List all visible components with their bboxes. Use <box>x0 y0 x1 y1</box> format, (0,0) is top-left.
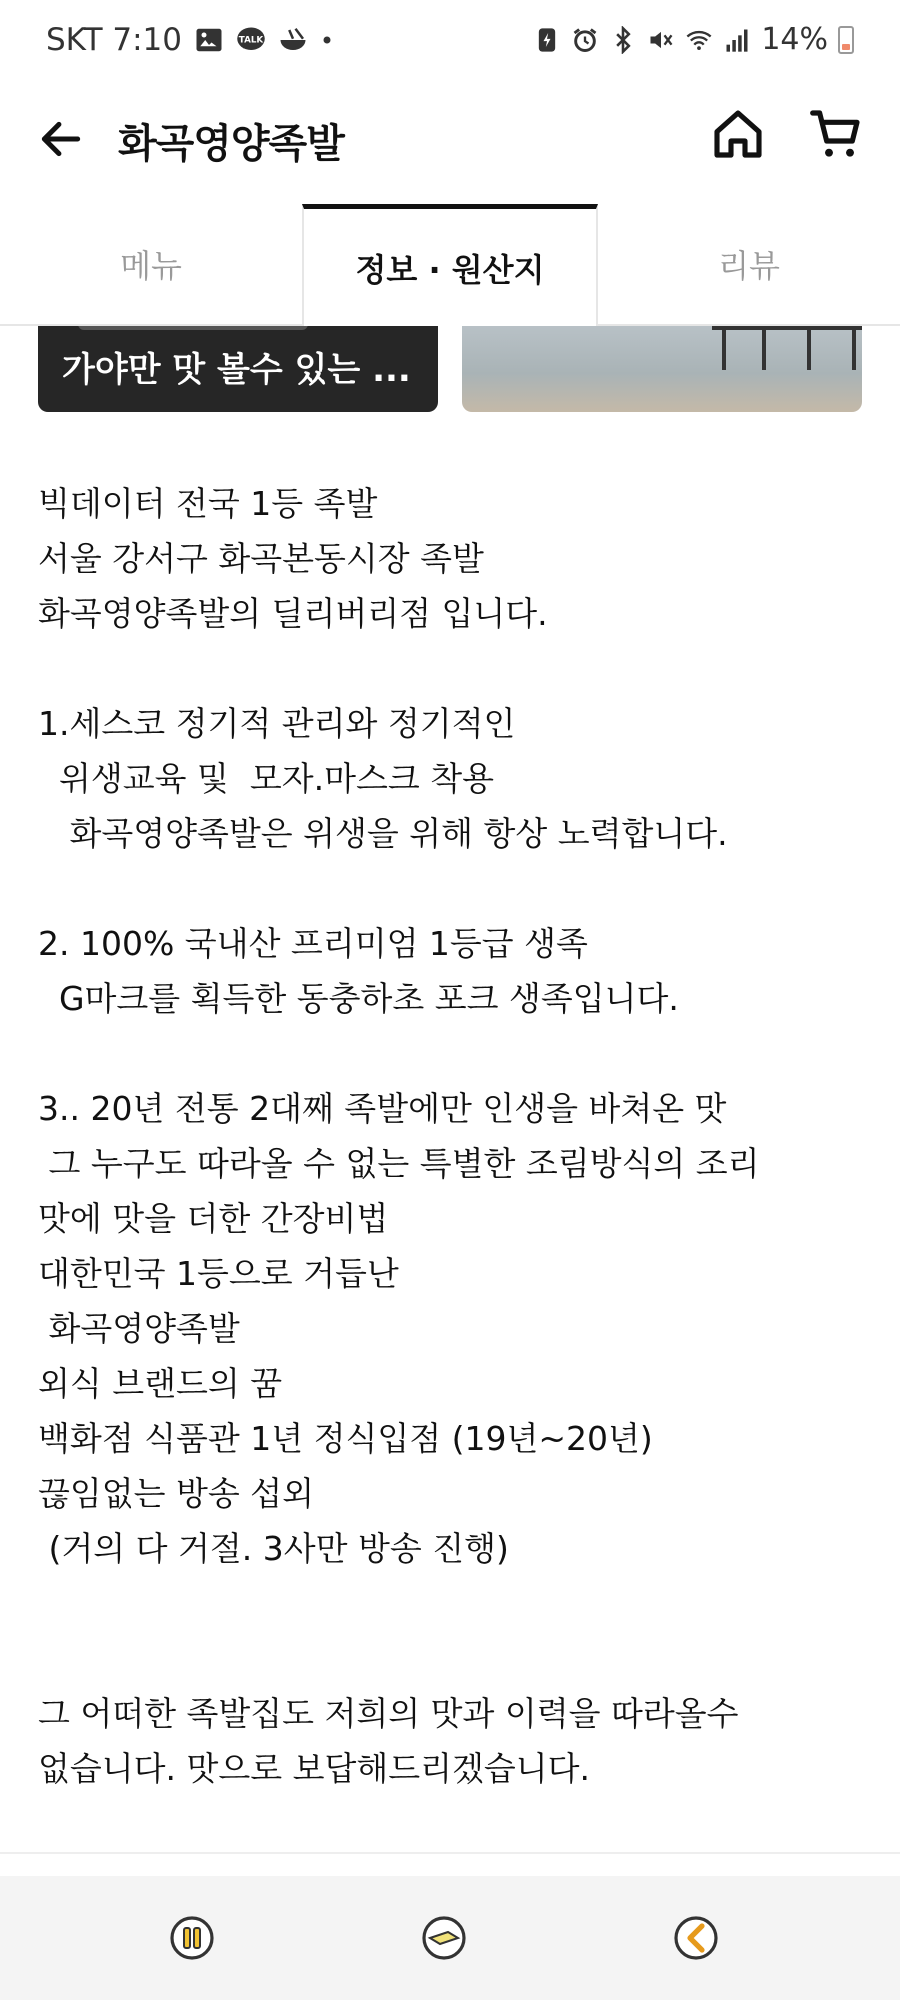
tab-reviews[interactable]: 리뷰 <box>718 247 780 285</box>
battery-icon <box>838 26 854 54</box>
alarm-icon <box>571 26 599 54</box>
status-bar <box>0 0 900 84</box>
store-description <box>38 476 868 1796</box>
description-line: 그 누구도 따라올 수 없는 특별한 조림방식의 조리 <box>38 1144 760 1183</box>
description-line: 2. 100% 국내산 프리미엄 1등급 생족 <box>38 924 588 963</box>
caption-overflow <box>78 326 308 330</box>
description-line: (거의 다 거절. 3사만 방송 진행) <box>38 1529 509 1568</box>
mute-icon <box>647 26 675 54</box>
image-icon <box>194 25 224 55</box>
description-line: 위생교육 및 모자.마스크 착용 <box>38 759 494 798</box>
tab-bar <box>0 204 900 326</box>
description-line <box>38 1631 868 1686</box>
image-caption: 가야만 맛 볼수 있는 ... <box>62 350 411 390</box>
store-image-card[interactable] <box>38 326 438 412</box>
description-line: 끊임없는 방송 섭외 <box>38 1474 315 1513</box>
signal-icon <box>723 26 751 54</box>
tab-info-origin[interactable]: 정보 · 원산지 <box>302 204 598 326</box>
description-line: 화곡영양족발의 딜리버리점 입니다. <box>38 594 548 633</box>
description-line: 화곡영양족발 <box>38 1309 240 1348</box>
description-line: 3.. 20년 전통 2대째 족발에만 인생을 바쳐온 맛 <box>38 1089 727 1128</box>
description-line: 빅데이터 전국 1등 족발 <box>38 484 378 523</box>
home-icon[interactable] <box>710 106 766 162</box>
store-photo[interactable] <box>462 326 862 412</box>
back-button-icon[interactable] <box>672 1914 720 1962</box>
description-line <box>38 641 868 696</box>
description-line: 맛에 맛을 더한 간장비법 <box>38 1199 389 1238</box>
description-line: 대한민국 1등으로 거듭난 <box>38 1254 399 1293</box>
description-line: 없습니다. 맛으로 보답해드리겠습니다. <box>38 1749 591 1788</box>
recent-apps-icon[interactable] <box>168 1914 216 1962</box>
description-line <box>38 1576 868 1631</box>
carrier-time: SKT 7:10 <box>46 22 183 58</box>
back-arrow-icon[interactable] <box>36 114 86 164</box>
description-line: 백화점 식품관 1년 정식입점 (19년~20년) <box>38 1419 653 1458</box>
dot-icon <box>320 33 334 47</box>
home-button-icon[interactable] <box>420 1914 468 1962</box>
cart-icon[interactable] <box>808 106 864 162</box>
app-bar <box>0 84 900 204</box>
status-left <box>46 22 334 58</box>
description-line: G마크를 획득한 동충하초 포크 생족입니다. <box>38 979 679 1018</box>
talk-icon <box>236 25 266 55</box>
description-line: 화곡영양족발은 위생을 위해 항상 노력합니다. <box>38 814 728 853</box>
description-line <box>38 1026 868 1081</box>
svg-text:TALK: TALK <box>238 35 264 46</box>
status-right <box>533 22 854 57</box>
page-title: 화곡영양족발 <box>118 121 344 167</box>
image-carousel <box>0 326 900 414</box>
description-line <box>38 861 868 916</box>
description-line: 외식 브랜드의 꿈 <box>38 1364 283 1403</box>
wifi-icon <box>685 26 713 54</box>
battery-saver-icon <box>533 26 561 54</box>
section-divider <box>0 1852 900 1854</box>
description-line: 서울 강서구 화곡본동시장 족발 <box>38 539 484 578</box>
bluetooth-icon <box>609 26 637 54</box>
photo-detail <box>712 326 862 370</box>
description-line: 그 어떠한 족발집도 저희의 맛과 이력을 따라올수 <box>38 1694 739 1733</box>
battery-percent: 14% <box>761 22 828 57</box>
description-line: 1.세스코 정기적 관리와 정기적인 <box>38 704 516 743</box>
tab-menu[interactable]: 메뉴 <box>120 247 182 285</box>
food-icon <box>278 25 308 55</box>
system-nav-bar <box>0 1876 900 2000</box>
